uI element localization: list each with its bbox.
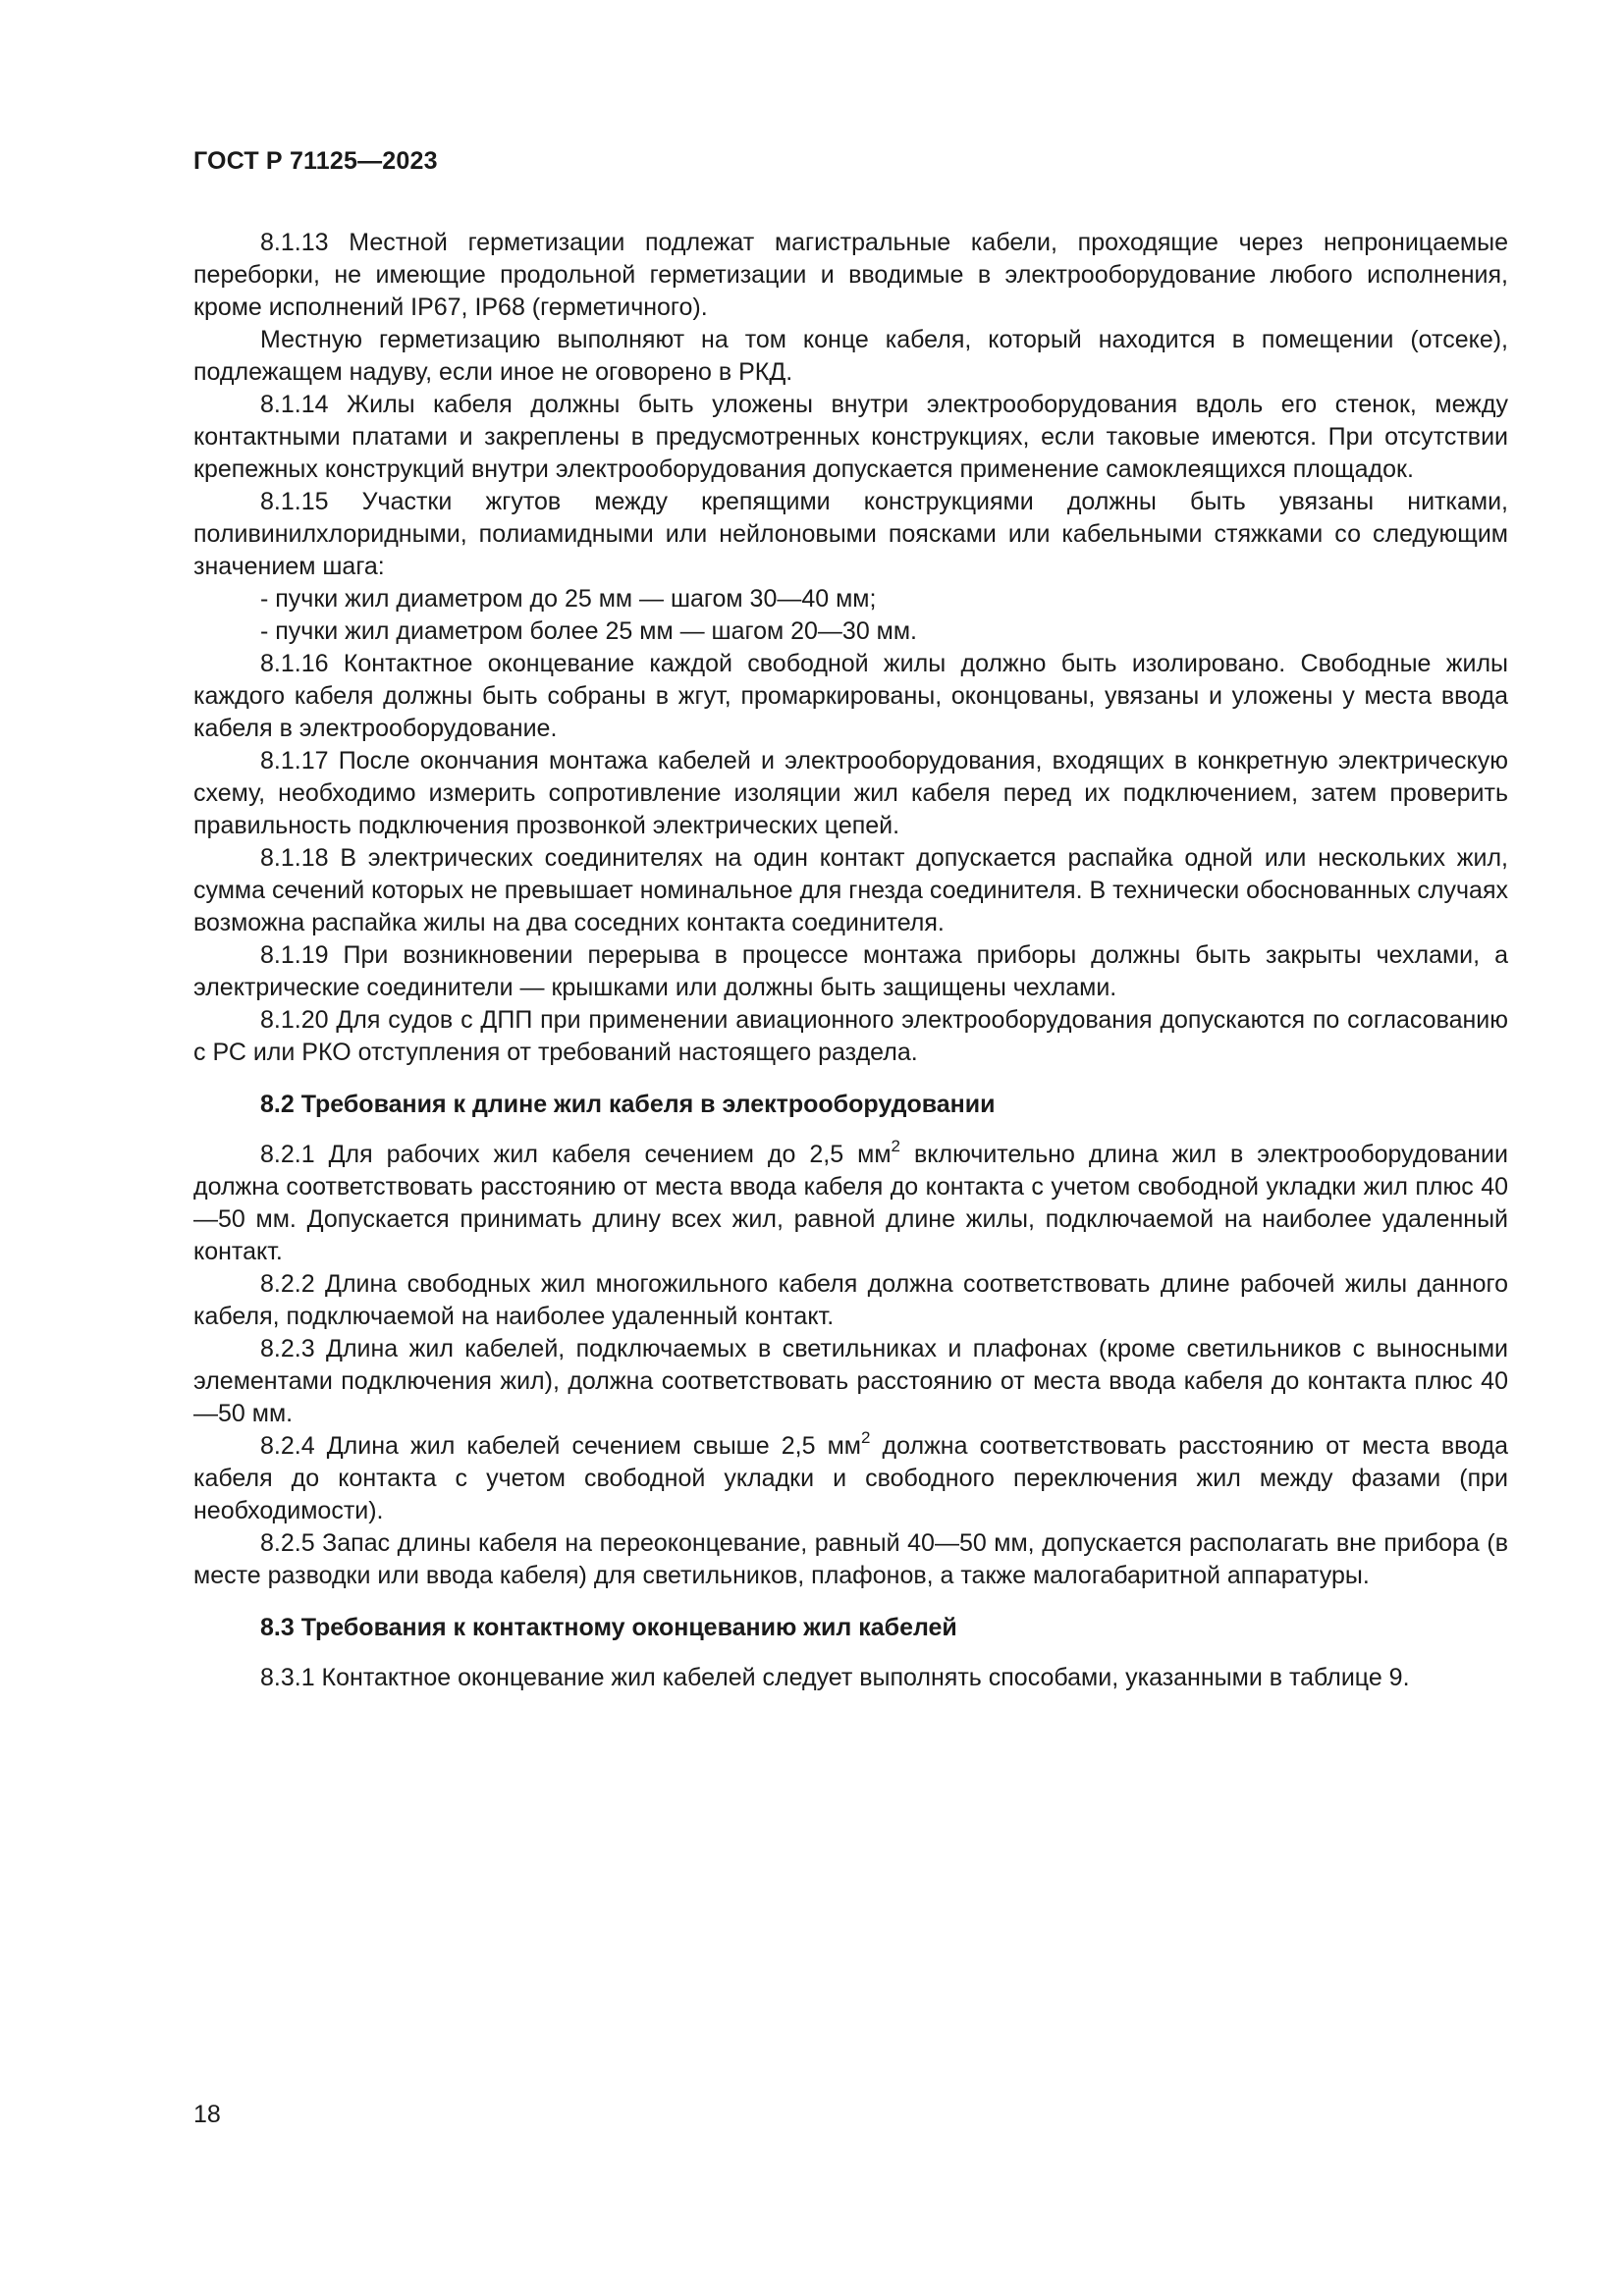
paragraph-8-2-2: 8.2.2 Длина свободных жил многожильного кабеля должна соответствовать длине рабочей жилы данного кабеля, подключаемой на наиболее удаленный контакт. — [193, 1270, 1508, 1330]
superscript-squared: 2 — [860, 1427, 871, 1447]
paragraph-8-1-18: 8.1.18 В электрических соединителях на один контакт допускается распайка одной или нескольких жил, сумма сечений которых не превышает номинальное для гнезда соединителя. В технически обоснованных случаях возможна распайка жилы на два соседних контакта соединителя. — [193, 844, 1508, 936]
paragraph-8-1-13: 8.1.13 Местной герметизации подлежат магистральные кабели, проходящие через непроницаемые переборки, не имеющие продольной герметизации и вводимые в электрооборудование любого исполнения, кроме исполнений IP67, IP68 (герметичного). — [193, 229, 1508, 321]
paragraph-8-1-14: 8.1.14 Жилы кабеля должны быть уложены внутри электрооборудования вдоль его стенок, между контактными платами и закреплены в предусмотренных конструкциях, если таковые имеются. При отсутствии крепежных конструкций внутри электрооборудования допускается применение самоклеящихся площадок. — [193, 391, 1508, 483]
list-item-bundle-small: - пучки жил диаметром до 25 мм — шагом 30—40 мм; — [260, 585, 877, 613]
paragraph-8-3-1: 8.3.1 Контактное оконцевание жил кабелей следует выполнять способами, указанными в таблице 9. — [260, 1664, 1410, 1691]
paragraph-8-2-1-text-a: 8.2.1 Для рабочих жил кабеля сечением до 2,5 мм — [260, 1141, 892, 1168]
page-number: 18 — [193, 2101, 221, 2128]
paragraph-8-2-5: 8.2.5 Запас длины кабеля на переоконцевание, равный 40—50 мм, допускается располагать вне прибора (в месте разводки или ввода кабеля) для светильников, плафонов, а также малогабаритной аппаратуры. — [193, 1529, 1508, 1589]
paragraph-8-2-4-text-b: должна соответствовать расстоянию от места ввода кабеля до контакта с учетом свободной укладки и свободного переключения жил между фазами (при необходимости). — [193, 1432, 1509, 1524]
paragraph-8-1-15: 8.1.15 Участки жгутов между крепящими конструкциями должны быть увязаны нитками, поливинилхлоридными, полиамидными или нейлоновыми поясками или кабельными стяжками со следующим значением шага: — [193, 488, 1508, 580]
paragraph-8-1-16: 8.1.16 Контактное оконцевание каждой свободной жилы должно быть изолировано. Свободные жилы каждого кабеля должны быть собраны в жгут, промаркированы, оконцованы, увязаны и уложены у места ввода кабеля в электрооборудование. — [193, 650, 1508, 742]
superscript-squared: 2 — [891, 1136, 900, 1155]
document-body — [193, 227, 1508, 1694]
paragraph-8-1-13-cont: Местную герметизацию выполняют на том конце кабеля, который находится в помещении (отсеке), подлежащем надуву, если иное не оговорено в РКД. — [193, 326, 1508, 386]
paragraph-8-2-1 — [193, 1136, 1508, 1268]
list-item-bundle-large: - пучки жил диаметром более 25 мм — шагом 20—30 мм. — [260, 617, 917, 645]
document-header-title: ГОСТ Р 71125—2023 — [193, 147, 438, 175]
paragraph-8-2-1-text-b: включительно длина жил в электрооборудовании должна соответствовать расстоянию от места ввода кабеля до контакта с учетом свободной укладки жил плюс 40—50 мм. Допускается принимать длину всех жил, равной длине жилы, подключаемой на наиболее удаленный контакт. — [193, 1141, 1508, 1265]
paragraph-8-2-4 — [193, 1427, 1509, 1527]
paragraph-8-2-4-text-a: 8.2.4 Длина жил кабелей сечением свыше 2,5 мм — [260, 1432, 861, 1460]
section-heading-8-3: 8.3 Требования к контактному оконцеванию жил кабелей — [260, 1614, 957, 1641]
paragraph-8-1-17: 8.1.17 После окончания монтажа кабелей и электрооборудования, входящих в конкретную электрическую схему, необходимо измерить сопротивление изоляции жил кабеля перед их подключением, затем проверить правильность подключения прозвонкой электрических цепей. — [193, 747, 1508, 839]
section-heading-8-2: 8.2 Требования к длине жил кабеля в электрооборудовании — [260, 1091, 996, 1118]
paragraph-8-1-20: 8.1.20 Для судов с ДПП при применении авиационного электрооборудования допускаются по согласованию с РС или РКО отступления от требований настоящего раздела. — [193, 1006, 1508, 1066]
paragraph-8-1-19: 8.1.19 При возникновении перерыва в процессе монтажа приборы должны быть закрыты чехлами, а электрические соединители — крышками или должны быть защищены чехлами. — [193, 941, 1508, 1001]
paragraph-8-2-3: 8.2.3 Длина жил кабелей, подключаемых в светильниках и плафонах (кроме светильников с выносными элементами подключения жил), должна соответствовать расстоянию от места ввода кабеля до контакта плюс 40—50 мм. — [193, 1335, 1508, 1427]
